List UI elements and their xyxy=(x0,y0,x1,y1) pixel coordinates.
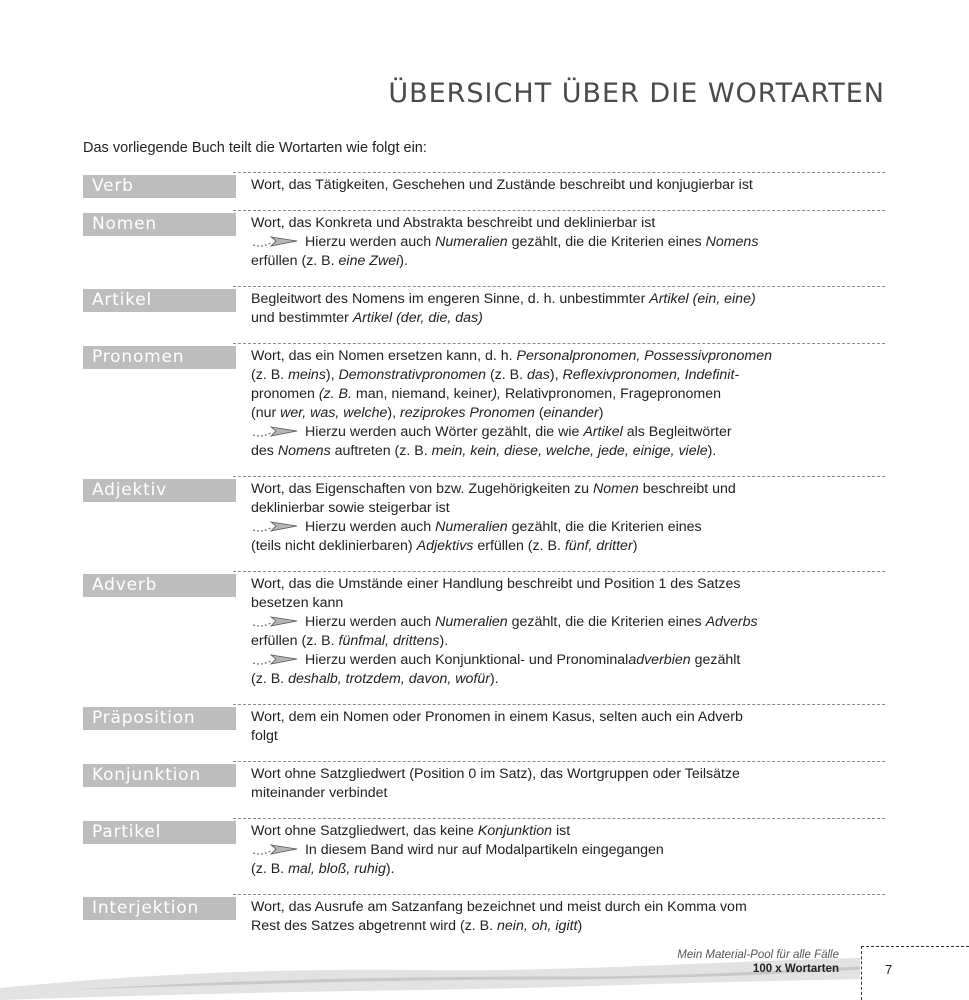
text-segment: Wort, das Konkreta und Abstrakta beschreibt und deklinierbar ist xyxy=(251,215,656,231)
text-segment: ). xyxy=(439,633,449,649)
italic-term: reziprokes Pronomen xyxy=(400,405,535,421)
dashed-separator xyxy=(233,476,885,477)
word-class-label: Nomen xyxy=(83,213,236,236)
italic-term: Numeralien xyxy=(435,614,508,630)
text-segment: miteinander verbindet xyxy=(251,785,388,801)
text-segment: man, niemand, keiner xyxy=(355,386,493,402)
word-class-label: Adjektiv xyxy=(83,479,236,502)
text-segment: pronomen xyxy=(251,386,315,402)
page-title: ÜBERSICHT ÜBER DIE WORTARTEN xyxy=(388,78,885,109)
text-segment: In diesem Band wird nur auf Modalpartikeln eingegangen xyxy=(304,842,664,858)
text-segment: (nur xyxy=(251,405,281,421)
text-segment: Relativpronomen, Fragepronomen xyxy=(504,386,722,402)
text-segment: Wort, das ein Nomen ersetzen kann, d. h. xyxy=(251,348,517,364)
italic-term: Nomens xyxy=(705,234,759,250)
description-line xyxy=(251,784,885,803)
text-segment: ). xyxy=(707,443,717,459)
text-segment: ). xyxy=(385,861,395,877)
text-segment: als Begleitwörter xyxy=(622,424,732,440)
italic-term: wer, was, welche xyxy=(280,405,388,421)
text-segment: gezählt, die die Kriterien eines xyxy=(507,614,706,630)
italic-term: nein, oh, igitt xyxy=(497,918,578,934)
text-segment: deklinierbar sowie steigerbar ist xyxy=(251,500,450,516)
word-class-description xyxy=(251,575,885,689)
text-segment: Hierzu werden auch Wörter gezählt, die wie xyxy=(304,424,584,440)
italic-term: deshalb, trotzdem, davon, wofür xyxy=(288,671,490,687)
text-segment: ). xyxy=(489,671,499,687)
text-segment: Wort ohne Satzgliedwert (Position 0 im Satz), das Wortgruppen oder Teilsätze xyxy=(251,766,740,782)
dashed-separator xyxy=(233,571,885,572)
text-segment: erfüllen (z. B. xyxy=(251,633,339,649)
note-line-with-arrow xyxy=(251,423,885,442)
italic-term: Artikel xyxy=(583,424,623,440)
dashed-separator xyxy=(233,818,885,819)
dashed-separator xyxy=(233,172,885,173)
text-segment: folgt xyxy=(251,728,278,744)
text-segment: erfüllen (z. B. xyxy=(251,253,339,269)
note-line-with-arrow xyxy=(251,841,885,860)
text-segment: des xyxy=(251,443,278,459)
word-class-label: Artikel xyxy=(83,289,236,312)
text-segment: Hierzu werden auch xyxy=(304,614,436,630)
dashed-arrow-icon xyxy=(251,519,301,533)
text-segment: (z. B. xyxy=(486,367,527,383)
footer-book-title: 100 x Wortarten xyxy=(752,963,839,975)
italic-term: einander xyxy=(543,405,599,421)
note-line xyxy=(251,632,885,651)
word-class-label: Adverb xyxy=(83,574,236,597)
description-line xyxy=(251,594,885,613)
description-line xyxy=(251,385,885,404)
text-segment: Hierzu werden auch xyxy=(304,519,436,535)
description-line xyxy=(251,480,885,499)
text-segment: beschreibt und xyxy=(638,481,736,497)
text-segment: Wort, das die Umstände einer Handlung beschreibt und Position 1 des Satzes xyxy=(251,576,741,592)
italic-term: fünf, dritter xyxy=(564,538,633,554)
note-line xyxy=(251,442,885,461)
italic-term: Numeralien xyxy=(435,519,508,535)
text-segment: ( xyxy=(534,405,544,421)
word-class-description xyxy=(251,176,885,195)
footer-series: Mein Material-Pool für alle Fälle xyxy=(677,949,839,961)
italic-term: das xyxy=(527,367,550,383)
dashed-arrow-icon xyxy=(251,652,301,666)
word-class-label: Interjektion xyxy=(83,897,236,920)
description-line xyxy=(251,347,885,366)
note-line-with-arrow xyxy=(251,233,885,252)
description-line xyxy=(251,404,885,423)
word-class-description xyxy=(251,765,885,803)
text-segment: gezählt, die die Kriterien eines xyxy=(507,234,706,250)
dashed-separator xyxy=(233,761,885,762)
dashed-arrow-icon xyxy=(251,234,301,248)
word-class-label: Pronomen xyxy=(83,346,236,369)
italic-term: Numeralien xyxy=(435,234,508,250)
description-line xyxy=(251,765,885,784)
word-class-label: Partikel xyxy=(83,821,236,844)
text-segment: ) xyxy=(632,538,638,554)
word-class-description xyxy=(251,214,885,271)
italic-term: meins xyxy=(288,367,326,383)
text-segment: Hierzu werden auch xyxy=(304,234,436,250)
description-line xyxy=(251,822,885,841)
description-line xyxy=(251,575,885,594)
word-class-label: Verb xyxy=(83,175,236,198)
note-line xyxy=(251,252,885,271)
description-line xyxy=(251,727,885,746)
description-line xyxy=(251,214,885,233)
dashed-separator xyxy=(233,343,885,344)
italic-term: Artikel (ein, eine) xyxy=(649,291,756,307)
italic-term: (z. B. xyxy=(314,386,356,402)
page-number: 7 xyxy=(885,962,893,977)
text-segment: Wort, das Tätigkeiten, Geschehen und Zustände beschreibt und konjugierbar ist xyxy=(251,177,753,193)
italic-term: Personalpronomen, Possessivpronomen xyxy=(516,348,773,364)
text-segment: und bestimmter xyxy=(251,310,353,326)
italic-term: Reflexivpronomen, Indefinit- xyxy=(562,367,740,383)
text-segment: ) xyxy=(577,918,583,934)
dashed-separator xyxy=(233,210,885,211)
footer-page-box xyxy=(861,946,969,1000)
note-line-with-arrow xyxy=(251,651,885,670)
italic-term: Konjunktion xyxy=(477,823,553,839)
intro-text: Das vorliegende Buch teilt die Wortarten wie folgt ein: xyxy=(83,140,427,156)
text-segment: Begleitwort des Nomens im engeren Sinne, d. h. unbestimmter xyxy=(251,291,650,307)
description-line xyxy=(251,176,885,195)
text-segment: (teils nicht deklinierbaren) xyxy=(251,538,417,554)
description-line xyxy=(251,898,885,917)
text-segment: besetzen kann xyxy=(251,595,344,611)
description-line xyxy=(251,366,885,385)
italic-term: Artikel (der, die, das) xyxy=(352,310,483,326)
text-segment: gezählt xyxy=(690,652,741,668)
text-segment: Wort, das Ausrufe am Satzanfang bezeichnet und meist durch ein Komma vom xyxy=(251,899,747,915)
word-class-label: Präposition xyxy=(83,707,236,730)
dashed-separator xyxy=(233,286,885,287)
text-segment: gezählt, die die Kriterien eines xyxy=(507,519,702,535)
note-line-with-arrow xyxy=(251,518,885,537)
word-class-description xyxy=(251,480,885,556)
text-segment: Wort, das Eigenschaften von bzw. Zugehörigkeiten zu xyxy=(251,481,594,497)
dashed-arrow-icon xyxy=(251,842,301,856)
word-class-label: Konjunktion xyxy=(83,764,236,787)
description-line xyxy=(251,290,885,309)
dashed-separator xyxy=(233,894,885,895)
text-segment: (z. B. xyxy=(251,861,289,877)
text-segment: ). xyxy=(399,253,408,269)
dashed-arrow-icon xyxy=(251,614,301,628)
dashed-arrow-icon xyxy=(251,424,301,438)
italic-term: eine Zwei xyxy=(338,253,400,269)
italic-term: mein, kein, diese, welche, jede, einige, viele xyxy=(431,443,708,459)
italic-term: ), xyxy=(492,386,505,402)
text-segment: erfüllen (z. B. xyxy=(473,538,565,554)
text-segment: Wort, dem ein Nomen oder Pronomen in einem Kasus, selten auch ein Adverb xyxy=(251,709,743,725)
italic-term: Demonstrativpronomen xyxy=(338,367,486,383)
text-segment: Rest des Satzes abgetrennt wird (z. B. xyxy=(251,918,498,934)
word-class-description xyxy=(251,347,885,461)
description-line xyxy=(251,309,885,328)
description-line xyxy=(251,499,885,518)
description-line xyxy=(251,708,885,727)
text-segment: ist xyxy=(552,823,571,839)
word-class-description xyxy=(251,898,885,936)
description-line xyxy=(251,917,885,936)
text-segment: (z. B. xyxy=(251,367,289,383)
italic-term: adverbien xyxy=(628,652,691,668)
note-line xyxy=(251,860,885,879)
note-line xyxy=(251,537,885,556)
text-segment: ), xyxy=(325,367,339,383)
word-class-description xyxy=(251,708,885,746)
italic-term: Adverbs xyxy=(705,614,758,630)
word-class-description xyxy=(251,822,885,879)
italic-term: Nomen xyxy=(593,481,639,497)
italic-term: mal, bloß, ruhig xyxy=(288,861,386,877)
text-segment: ), xyxy=(549,367,563,383)
italic-term: fünfmal, drittens xyxy=(338,633,440,649)
note-line xyxy=(251,670,885,689)
text-segment: ) xyxy=(598,405,604,421)
text-segment: auftreten (z. B. xyxy=(330,443,432,459)
text-segment: Hierzu werden auch Konjunktional- und Pronominal xyxy=(304,652,629,668)
dashed-separator xyxy=(233,704,885,705)
italic-term: Nomens xyxy=(277,443,331,459)
text-segment: ), xyxy=(387,405,401,421)
text-segment: Wort ohne Satzgliedwert, das keine xyxy=(251,823,478,839)
word-class-description xyxy=(251,290,885,328)
italic-term: Adjektivs xyxy=(416,538,474,554)
text-segment: (z. B. xyxy=(251,671,289,687)
note-line-with-arrow xyxy=(251,613,885,632)
